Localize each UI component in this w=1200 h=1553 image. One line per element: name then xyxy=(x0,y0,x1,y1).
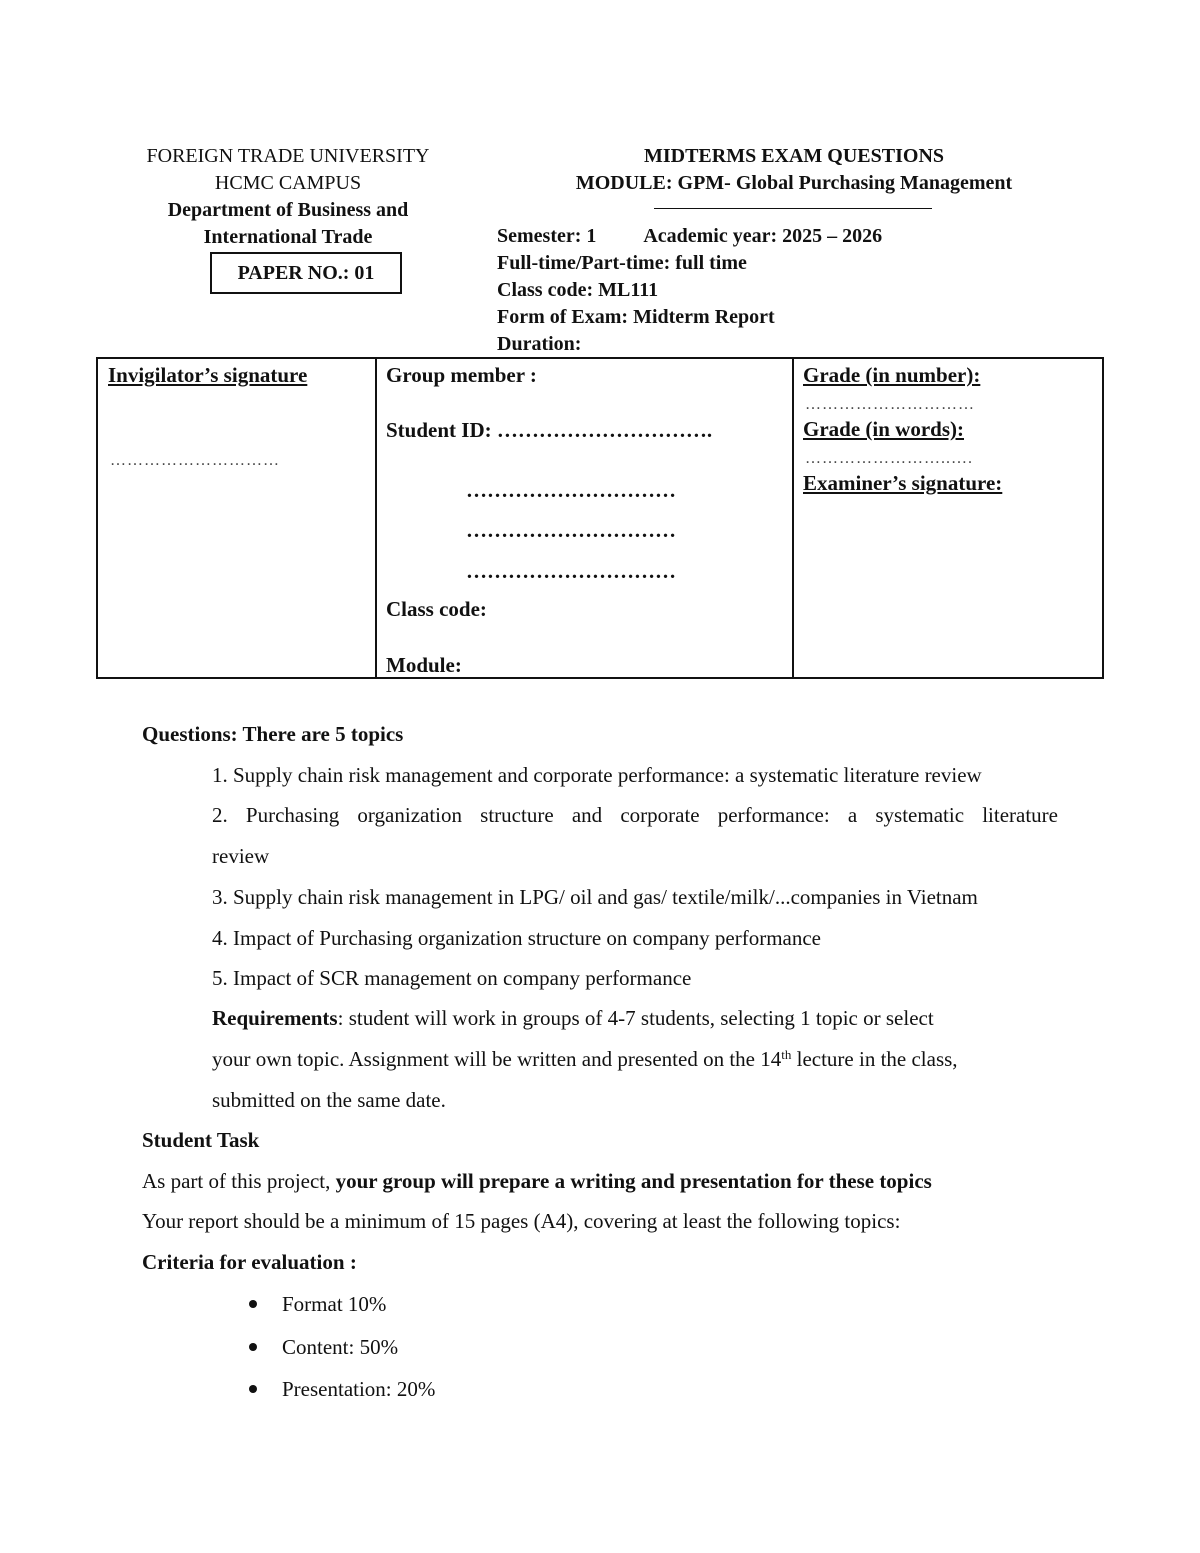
criteria-item-presentation: Presentation: 20% xyxy=(282,1377,436,1401)
form-of-exam-line: Form of Exam: Midterm Report xyxy=(497,306,775,328)
academic-year: Academic year: 2025 – 2026 xyxy=(643,225,883,247)
bullet-icon xyxy=(249,1385,257,1393)
superscript-th: th xyxy=(781,1047,792,1062)
semester-line xyxy=(497,223,1097,250)
student-id-label: Student ID: …………………………. xyxy=(386,418,713,442)
questions-heading: Questions: There are 5 topics xyxy=(142,722,404,746)
requirements-line-2 xyxy=(212,1045,958,1073)
criteria-item-content: Content: 50% xyxy=(282,1335,399,1359)
topic-2: 2. Purchasing organization structure and corporate performance: a systematic literature xyxy=(212,803,1058,827)
criteria-heading: Criteria for evaluation : xyxy=(142,1250,357,1274)
member-dots-1: ………………………… xyxy=(466,478,676,502)
criteria-item-format: Format 10% xyxy=(282,1292,387,1316)
task-line-2: Your report should be a minimum of 15 pages (A4), covering at least the following topics: xyxy=(142,1209,901,1233)
department-line-1: Department of Business and xyxy=(167,199,409,221)
topic-2-continued: review xyxy=(212,844,270,868)
table-divider-2 xyxy=(792,359,794,677)
task-line-1-bold: your group will prepare a writing and presentation for these topics xyxy=(335,1169,932,1193)
header-left xyxy=(100,143,476,251)
module-value: GPM- Global Purchasing Management xyxy=(677,172,1013,194)
paper-number-box xyxy=(210,252,402,294)
signature-grade-table xyxy=(96,357,1104,679)
topic-3: 3. Supply chain risk management in LPG/ oil and gas/ textile/milk/...companies in Vietnam xyxy=(212,885,978,909)
grade-number-label: Grade (in number): xyxy=(803,363,981,387)
examiner-signature-label: Examiner’s signature: xyxy=(803,471,1003,495)
fulltime-line: Full-time/Part-time: full time xyxy=(497,252,747,274)
task-line-1-normal: As part of this project, xyxy=(142,1169,336,1193)
requirements-label: Requirements xyxy=(212,1006,338,1030)
exam-info xyxy=(497,223,1097,358)
invigilator-signature-label: Invigilator’s signature xyxy=(108,363,308,387)
duration-line: Duration: xyxy=(497,333,582,355)
header-right-title xyxy=(494,143,1094,197)
semester: Semester: 1 xyxy=(497,225,597,247)
requirements-line-1 xyxy=(212,1004,934,1032)
requirements-text-1: : student will work in groups of 4-7 students, selecting 1 topic or select xyxy=(337,1006,934,1030)
module-line xyxy=(494,170,1094,197)
group-member-label: Group member : xyxy=(386,363,537,387)
module-label-cell: Module: xyxy=(386,653,462,677)
header-rule xyxy=(654,208,932,209)
paper-number: PAPER NO.: 01 xyxy=(237,261,375,284)
requirements-line-3: submitted on the same date. xyxy=(212,1088,446,1112)
grade-words-label: Grade (in words): xyxy=(803,417,964,441)
class-code-line: Class code: ML111 xyxy=(497,279,659,301)
campus-name: HCMC CAMPUS xyxy=(214,172,362,194)
task-line-1 xyxy=(142,1167,932,1195)
topic-1: 1. Supply chain risk management and corporate performance: a systematic literature review xyxy=(212,763,982,787)
student-task-heading: Student Task xyxy=(142,1128,260,1152)
member-dots-2: ………………………… xyxy=(466,518,676,542)
requirements-text-2a: your own topic. Assignment will be written and presented on the 14 xyxy=(212,1047,782,1071)
grade-words-dots: ……………………..…. xyxy=(805,450,973,467)
department-line-2: International Trade xyxy=(203,226,373,248)
table-divider-1 xyxy=(375,359,377,677)
exam-title: MIDTERMS EXAM QUESTIONS xyxy=(643,145,945,167)
university-name: FOREIGN TRADE UNIVERSITY xyxy=(146,145,430,167)
class-code-label: Class code: xyxy=(386,597,487,621)
module-label: MODULE: xyxy=(575,172,673,194)
topic-4: 4. Impact of Purchasing organization structure on company performance xyxy=(212,926,821,950)
requirements-text-2b: lecture in the class, xyxy=(791,1047,958,1071)
member-dots-3: ………………………… xyxy=(466,559,676,583)
bullet-icon xyxy=(249,1300,257,1308)
bullet-icon xyxy=(249,1343,257,1351)
topic-5: 5. Impact of SCR management on company performance xyxy=(212,966,692,990)
grade-number-dots: ………………………… xyxy=(805,396,975,413)
invigilator-signature-dots: ………………………… xyxy=(110,452,280,469)
